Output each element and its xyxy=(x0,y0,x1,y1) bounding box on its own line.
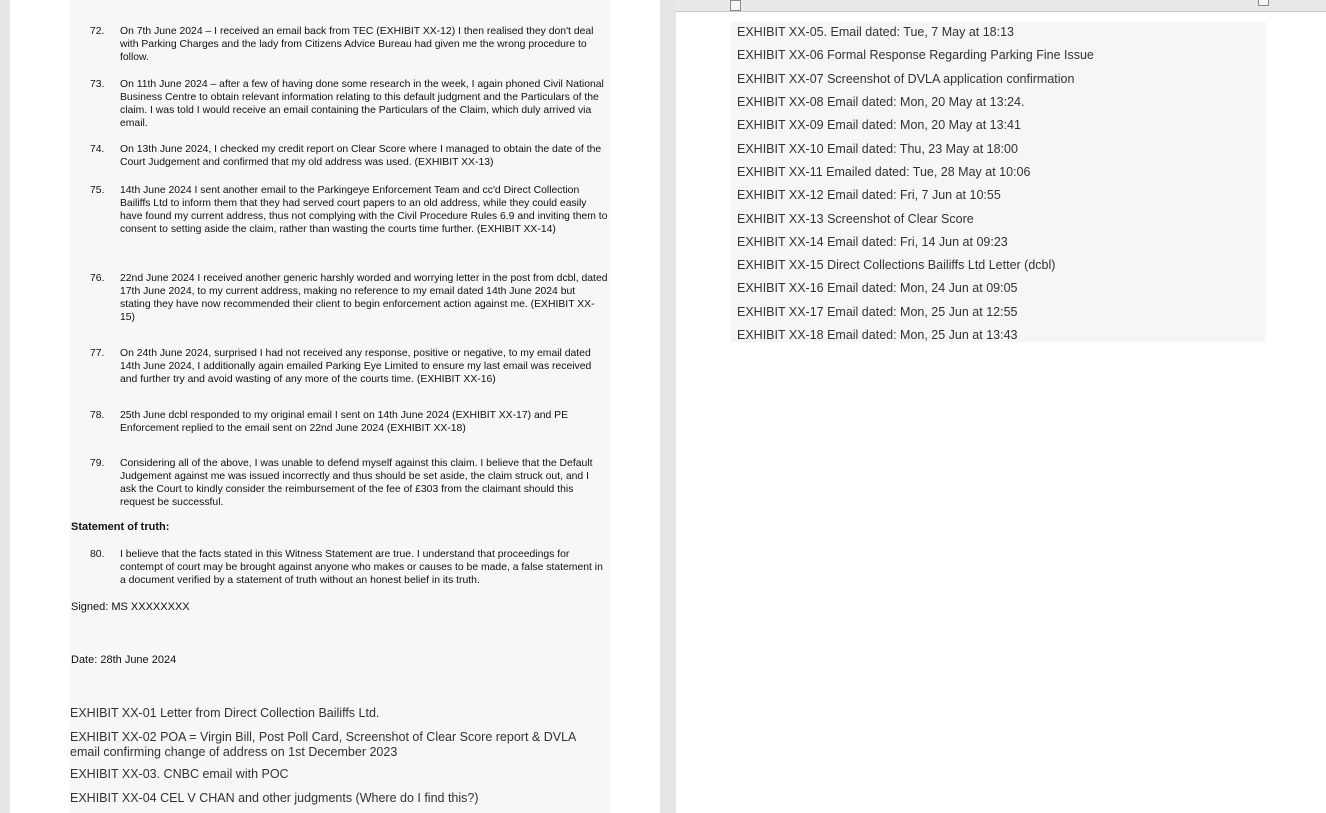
item-number: 73. xyxy=(90,79,105,90)
item-text: On 24th June 2024, surprised I had not received any response, positive or negative, to my email dated 14th June 2024, I additionally again emailed Parking Eye Limited to ensure my last email was received and further try and avoid wasting of any more of the courts time. (EXHIBIT XX-16) xyxy=(120,348,592,385)
statement-of-truth-heading: Statement of truth: xyxy=(71,521,170,533)
item-number: 79. xyxy=(90,458,105,469)
item-text: I believe that the facts stated in this Witness Statement are true. I understand that proceedings for contempt of court may be brought against anyone who makes or causes to be made, a false statement in a document verified by a statement of truth without an honest belief in its truth. xyxy=(120,549,603,586)
document-page-right[interactable] xyxy=(676,12,1326,813)
exhibit-item: EXHIBIT XX-11 Emailed dated: Tue, 28 May at 10:06 xyxy=(737,165,1031,179)
exhibit-item: EXHIBIT XX-03. CNBC email with POC xyxy=(70,767,289,781)
item-text: On 11th June 2024 – after a few of having done some research in the week, I again phoned Civil National Business Centre to obtain relevant information relating to this default judgment and the Particulars of the claim. I was told I would receive an email containing the Particulars of the Claim, which duly arrived via email. xyxy=(120,79,604,129)
list-item[interactable] xyxy=(90,78,608,131)
item-number: 80. xyxy=(90,549,105,560)
exhibit-item: EXHIBIT XX-18 Email dated: Mon, 25 Jun at 13:43 xyxy=(737,328,1018,342)
list-item[interactable] xyxy=(90,272,608,325)
date-line: Date: 28th June 2024 xyxy=(71,654,177,666)
item-text: 14th June 2024 I sent another email to the Parkingeye Enforcement Team and cc'd Direct Collection Bailiffs Ltd to inform them that they had served court papers to an old address, while they could easily have found my current address, thus not complying with the Civil Procedure Rules 6.9 and inviting them to consent to setting aside the claim, rather than wasting the courts time further. (EXHIBIT XX-14) xyxy=(120,185,608,235)
exhibit-item: EXHIBIT XX-06 Formal Response Regarding Parking Fine Issue xyxy=(737,48,1094,62)
right-indent-marker[interactable] xyxy=(1258,0,1269,6)
exhibit-item: EXHIBIT XX-09 Email dated: Mon, 20 May at 13:41 xyxy=(737,118,1021,132)
item-text: Considering all of the above, I was unable to defend myself against this claim. I believe that the Default Judgement against me was issued incorrectly and thus should be set aside, the claim struck out, and I ask the Court to kindly consider the reimbursement of the fee of £303 from the claimant should this request be successful. xyxy=(120,458,593,508)
list-item[interactable] xyxy=(90,347,608,387)
item-number: 72. xyxy=(90,26,105,37)
exhibit-item: EXHIBIT XX-15 Direct Collections Bailiffs Ltd Letter (dcbl) xyxy=(737,258,1056,272)
item-number: 74. xyxy=(90,144,105,155)
exhibit-item: EXHIBIT XX-13 Screenshot of Clear Score xyxy=(737,212,974,226)
exhibit-item: EXHIBIT XX-17 Email dated: Mon, 25 Jun at 12:55 xyxy=(737,305,1018,319)
indent-marker[interactable] xyxy=(730,0,741,11)
list-item[interactable] xyxy=(90,25,608,65)
item-number: 77. xyxy=(90,348,105,359)
exhibit-item: EXHIBIT XX-02 POA = Virgin Bill, Post Poll Card, Screenshot of Clear Score report & DVLA email confirming change of address on 1st December 2023 xyxy=(70,730,576,759)
exhibit-item: EXHIBIT XX-12 Email dated: Fri, 7 Jun at 10:55 xyxy=(737,188,1001,202)
item-number: 78. xyxy=(90,410,105,421)
document-page-left[interactable] xyxy=(10,0,660,813)
exhibit-item: EXHIBIT XX-14 Email dated: Fri, 14 Jun at 09:23 xyxy=(737,235,1008,249)
list-item[interactable] xyxy=(90,548,608,588)
exhibit-item: EXHIBIT XX-04 CEL V CHAN and other judgments (Where do I find this?) xyxy=(70,791,479,805)
list-item[interactable] xyxy=(90,409,608,435)
signed-line: Signed: MS XXXXXXXX xyxy=(71,601,190,613)
item-text: 22nd June 2024 I received another generic harshly worded and worrying letter in the post from dcbl, dated 17th June 2024, to my current address, making no reference to my email dated 14th June 2024 but stating they have now recommended their client to begin enforcement action against me. (EXHIBIT XX-15) xyxy=(120,273,608,323)
exhibit-item: EXHIBIT XX-05. Email dated: Tue, 7 May at 18:13 xyxy=(737,25,1014,39)
item-number: 76. xyxy=(90,273,105,284)
item-text: On 7th June 2024 – I received an email back from TEC (EXHIBIT XX-12) I then realised they don't deal with Parking Charges and the lady from Citizens Advice Bureau had given me the wrong procedure to follow. xyxy=(120,26,594,63)
item-text: On 13th June 2024, I checked my credit report on Clear Score where I managed to obtain the date of the Court Judgement and confirmed that my old address was used. (EXHIBIT XX-13) xyxy=(120,144,602,168)
horizontal-ruler[interactable] xyxy=(676,0,1326,12)
exhibit-item: EXHIBIT XX-10 Email dated: Thu, 23 May at 18:00 xyxy=(737,142,1018,156)
exhibit-item: EXHIBIT XX-08 Email dated: Mon, 20 May at 13:24. xyxy=(737,95,1025,109)
item-number: 75. xyxy=(90,185,105,196)
exhibit-item: EXHIBIT XX-01 Letter from Direct Collection Bailiffs Ltd. xyxy=(70,706,380,720)
exhibit-item: EXHIBIT XX-07 Screenshot of DVLA application confirmation xyxy=(737,72,1075,86)
list-item[interactable] xyxy=(90,143,608,169)
item-text: 25th June dcbl responded to my original email I sent on 14th June 2024 (EXHIBIT XX-17) and PE Enforcement replied to the email sent on 22nd June 2024 (EXHIBIT XX-18) xyxy=(120,410,569,434)
list-item[interactable] xyxy=(90,457,608,510)
exhibit-item: EXHIBIT XX-16 Email dated: Mon, 24 Jun at 09:05 xyxy=(737,281,1018,295)
list-item[interactable] xyxy=(90,184,608,256)
